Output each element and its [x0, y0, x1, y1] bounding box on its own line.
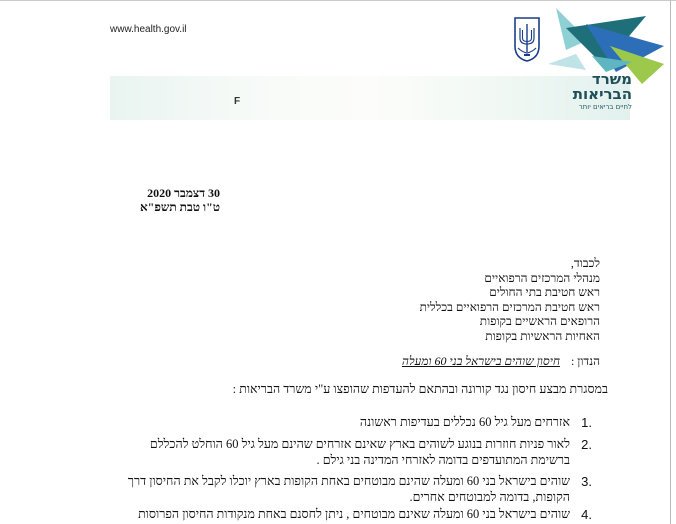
list-item-number: 3.	[581, 474, 592, 489]
list-item-number: 4.	[581, 507, 592, 522]
page-right-edge	[670, 0, 671, 524]
list-item	[90, 474, 592, 505]
list-item-text: ברשימת המתועדפים בדומה לאזרחי המדינה בני גילם .	[316, 452, 570, 467]
list-item-text: הקופות, בדומה למבוטחים אחרים.	[409, 489, 570, 504]
ministry-logo-text	[548, 72, 632, 111]
recipient-line: לכבוד,	[570, 256, 600, 270]
list-item-number: 1.	[581, 415, 592, 430]
subject-line	[210, 354, 600, 369]
recipients-block	[300, 256, 600, 343]
list-item	[200, 415, 592, 431]
list-item	[90, 507, 592, 523]
list-item-number: 2.	[581, 437, 592, 452]
website-url: www.health.gov.il	[110, 24, 187, 35]
logo-line-1: משרד	[591, 70, 632, 88]
subject-label: הנדון :	[570, 354, 600, 368]
recipient-line: ראש חטיבת המרכזים הרפואיים בכללית	[419, 299, 600, 314]
date-gregorian: 30 דצמבר 2020	[147, 186, 220, 200]
recipient-line: ראש חטיבת בתי החולים	[489, 285, 600, 299]
list-item-text: לאור פניות חוזרות בנוגע לשוהים בארץ שאינם אזרחים שהינם מעל גיל 60 הוחלט להכללם	[149, 437, 570, 451]
recipient-line: מנהלי המרכזים הרפואיים	[484, 270, 600, 285]
recipient-line: האחיות הראשיות בקופות	[485, 328, 600, 343]
list-item-text: שוהים בישראל בני 60 ומעלה שהינם מבוטחים באחת הקופות בארץ יוכלו לקבל את החיסון דרך	[127, 474, 570, 488]
page-top-edge	[0, 0, 676, 1]
recipient-line: הרופאים הראשיים בקופות	[479, 314, 600, 328]
state-emblem-icon	[512, 16, 542, 62]
logo-tagline: לחיים בריאים יותר	[578, 103, 632, 111]
list-item-text: שוהים בישראל בני 60 ומעלה שאינם מבוטחים , ניתן לחסנם באחת מנקודות החיסון הפרוסות	[138, 507, 570, 521]
list-item	[90, 437, 592, 468]
subject-text: חיסון שוהים בישראל בני 60 ומעלה	[401, 354, 560, 368]
logo-line-2: הבריאות	[572, 85, 632, 103]
date-hebrew: ט"ו טבת תשפ"א	[139, 200, 220, 214]
header-band-mark: F	[234, 96, 241, 107]
list-item-text: אזרחים מעל גיל 60 נכללים בעדיפות ראשונה	[359, 415, 570, 429]
intro-paragraph: במסגרת מבצע חיסון נגד קורונה ובהתאם להעדפות שהופצו ע"י משרד הבריאות :	[232, 382, 608, 396]
